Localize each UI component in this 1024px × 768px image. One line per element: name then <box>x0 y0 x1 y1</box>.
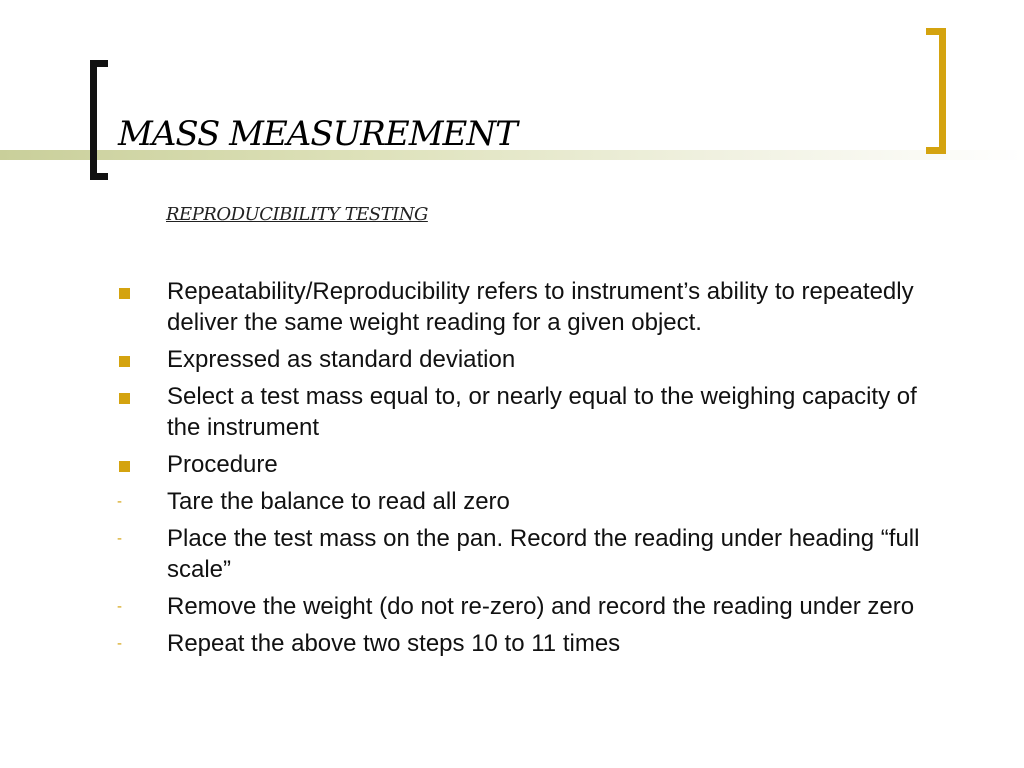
list-item-text: Tare the balance to read all zero <box>167 488 510 515</box>
slide-subtitle: REPRODUCIBILITY TESTING <box>166 204 428 225</box>
dash-bullet-icon: - <box>117 493 122 510</box>
list-item-text: Place the test mass on the pan. Record the reading under heading “full scale” <box>167 525 920 583</box>
list-item <box>110 381 930 443</box>
list-item-text: Repeatability/Reproducibility refers to instrument’s ability to repeatedly deliver the same weight reading for a given object. <box>167 278 914 336</box>
dash-bullet-icon: - <box>117 598 122 615</box>
list-item <box>110 591 930 622</box>
list-item <box>110 344 930 375</box>
square-bullet-icon <box>119 288 130 299</box>
right-bracket-decoration <box>926 28 946 154</box>
list-item-text: Remove the weight (do not re-zero) and record the reading under zero <box>167 593 915 620</box>
list-item <box>110 628 930 659</box>
square-bullet-icon <box>119 356 130 367</box>
list-item-text: Expressed as standard deviation <box>167 346 516 373</box>
bullet-list <box>110 276 930 665</box>
list-item-text: Select a test mass equal to, or nearly equal to the weighing capacity of the instrument <box>167 383 917 441</box>
list-item <box>110 449 930 480</box>
dash-bullet-icon: - <box>117 530 122 547</box>
list-item <box>110 486 930 517</box>
slide-title: MASS MEASUREMENT <box>118 114 517 154</box>
square-bullet-icon <box>119 393 130 404</box>
dash-bullet-icon: - <box>117 635 122 652</box>
list-item <box>110 276 930 338</box>
list-item <box>110 523 930 585</box>
list-item-text: Repeat the above two steps 10 to 11 times <box>167 630 621 657</box>
list-item-text: Procedure <box>167 451 278 478</box>
left-bracket-decoration <box>90 60 108 180</box>
square-bullet-icon <box>119 461 130 472</box>
